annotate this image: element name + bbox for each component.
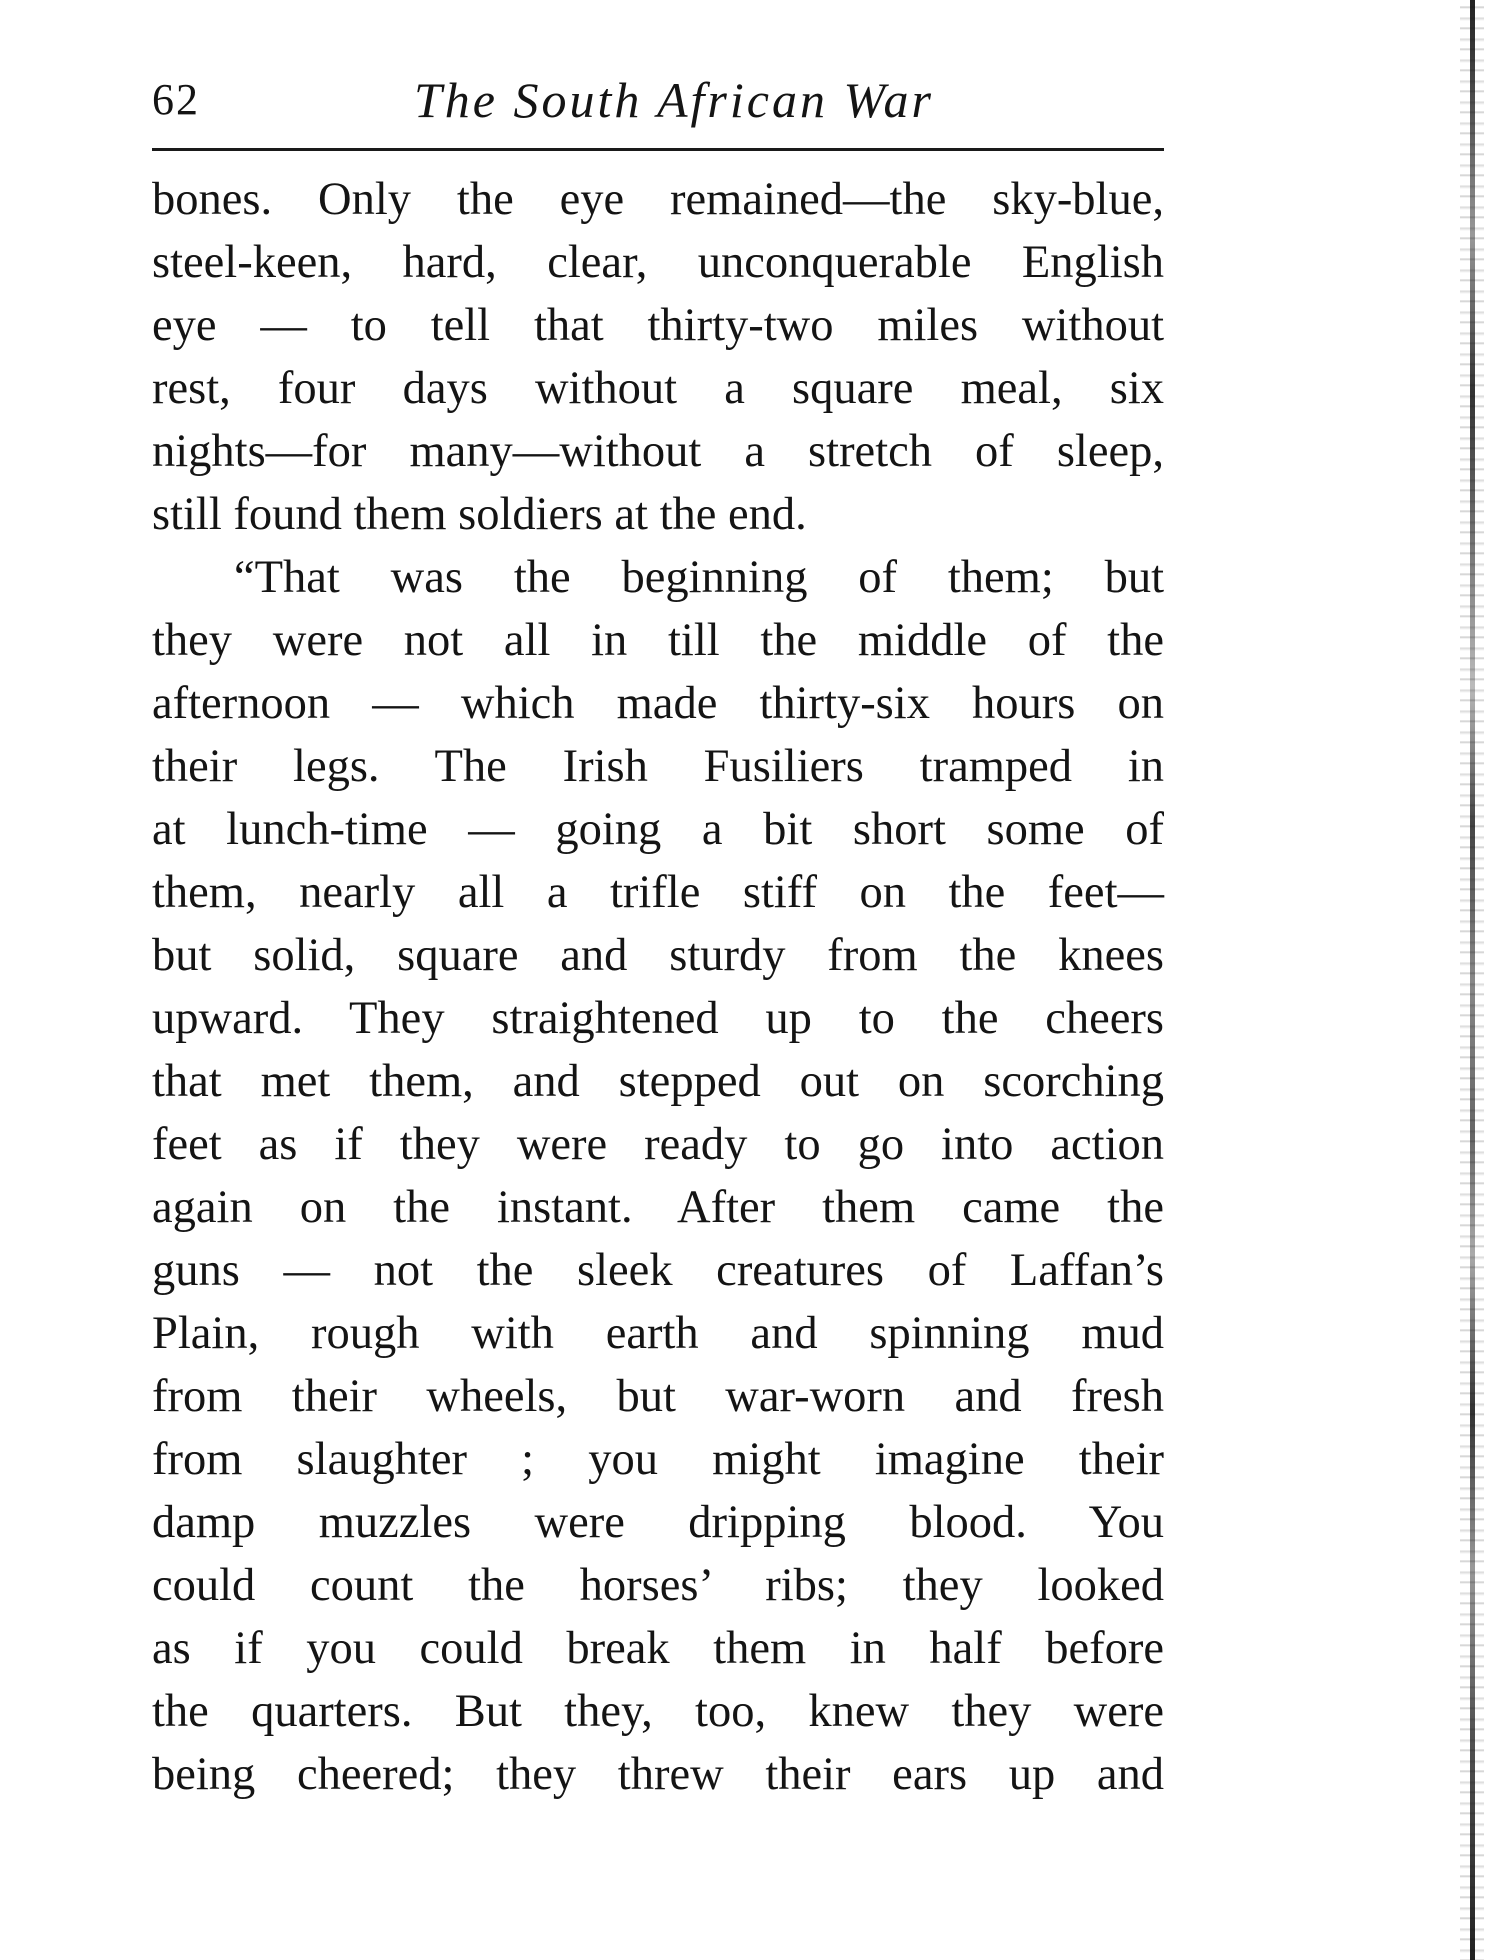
header-rule (152, 148, 1164, 151)
text-line: them, nearly all a trifle stiff on the feet— (152, 867, 1164, 918)
text-line: they were not all in till the middle of the (152, 615, 1164, 666)
text-line: eye — to tell that thirty-two miles without (152, 300, 1164, 351)
text-line: from their wheels, but war-worn and fresh (152, 1371, 1164, 1422)
text-line: Plain, rough with earth and spinning mud (152, 1308, 1164, 1359)
text-line: as if you could break them in half before (152, 1623, 1164, 1674)
text-line: nights—for many—without a stretch of sleep, (152, 426, 1164, 477)
page-number: 62 (152, 75, 200, 124)
page-edge-grain (1460, 0, 1484, 1960)
text-line: damp muzzles were dripping blood. You (152, 1497, 1164, 1548)
body-text (152, 168, 1164, 1806)
running-title: The South African War (414, 72, 934, 128)
text-line: still found them soldiers at the end. (152, 489, 807, 540)
text-line: again on the instant. After them came the (152, 1182, 1164, 1233)
text-line: the quarters. But they, too, knew they were (152, 1686, 1164, 1737)
text-line: at lunch-time — going a bit short some of (152, 804, 1164, 855)
text-line: bones. Only the eye remained—the sky-blue, (152, 174, 1164, 225)
text-line: steel-keen, hard, clear, unconquerable English (152, 237, 1164, 288)
text-line: rest, four days without a square meal, six (152, 363, 1164, 414)
text-line: could count the horses’ ribs; they looked (152, 1560, 1164, 1611)
scan-page-edge (1458, 0, 1496, 1960)
text-line: upward. They straightened up to the cheers (152, 993, 1164, 1044)
text-line: feet as if they were ready to go into action (152, 1119, 1164, 1170)
running-head (152, 70, 1164, 130)
paragraph-start-line: “That was the beginning of them; but (234, 552, 1164, 603)
text-line: their legs. The Irish Fusiliers tramped in (152, 741, 1164, 792)
text-line: from slaughter ; you might imagine their (152, 1434, 1164, 1485)
text-line: afternoon — which made thirty-six hours on (152, 678, 1164, 729)
text-line: guns — not the sleek creatures of Laffan’s (152, 1245, 1164, 1296)
text-line: that met them, and stepped out on scorching (152, 1056, 1164, 1107)
text-line: but solid, square and sturdy from the knees (152, 930, 1164, 981)
text-line: being cheered; they threw their ears up and (152, 1749, 1164, 1800)
